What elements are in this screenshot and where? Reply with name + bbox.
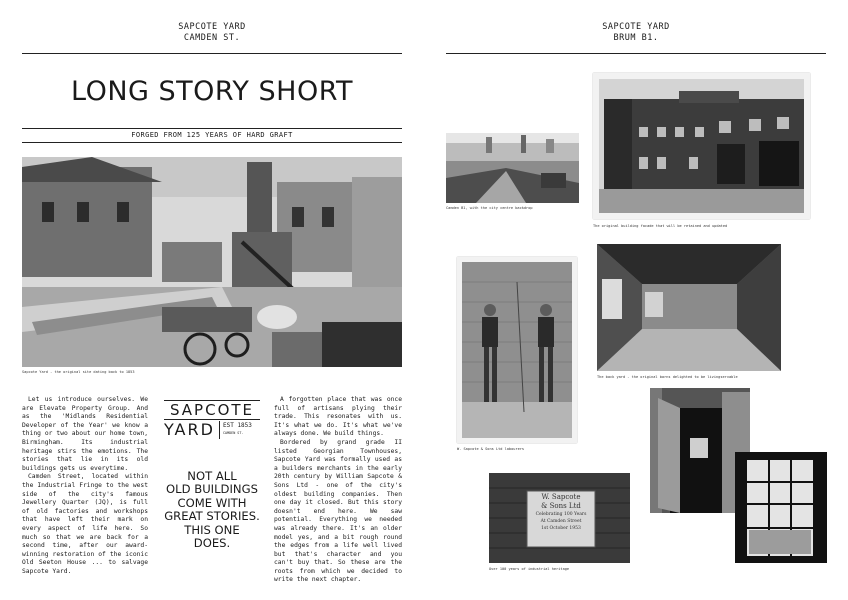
left-header: [22, 22, 402, 44]
col1-para-2: Camden Street, located within the Industrial Fringe to the west side of the city's famous Jewellery Quarter (JQ), is full of old factories and workshops that have left their mark on every aspect of life here. So much so that we are back for a second time, after our award-winning restoration of the iconic Old Seeton House ... to salvage Sapcote Yard.: [22, 473, 148, 575]
body-column-2: [274, 396, 402, 585]
col2-para-1: A forgotten place that was once full of artisans plying their trade. This resonates with us. It's what we do. It's what we've always done. We build things.: [274, 396, 402, 438]
page-title: LONG STORY SHORT: [70, 76, 353, 107]
interior-photo: [597, 244, 781, 371]
right-header: [446, 22, 826, 44]
left-header-rule: [22, 53, 402, 54]
col2-para-2: Bordered by grand grade II listed Georgian Townhouses, Sapcote Yard was formally used as a builders merchants in the early 20th century by William Sapcote & Sons Ltd - one of the city's oldest building companies. Then one day it closed. But this story doesn't end here. We saw potential. Everything we needed was already there. It's an older model yes, and a bit rough round the edges from a life well lived but that's character and you can't buy that. So these are the roots from which we decided to write the next chapter.: [274, 438, 402, 584]
logo-bottom: YARD: [164, 420, 215, 439]
workers-caption: W. Sapcote & Sons Ltd labourers: [457, 447, 525, 451]
workers-photo-frame: [457, 257, 577, 443]
plaque-line-5: 1st October 1953: [541, 526, 581, 531]
hero-caption: Sapcote Yard - the original site dating back to 1853: [22, 370, 135, 374]
tagline-line: OLD BUILDINGS: [166, 482, 258, 497]
col1-para-1: Let us introduce ourselves. We are Elevate Property Group. And as the 'Midlands Residential Developer of the Year' we know a thing or two about our home town, Birmingham. Its industrial heritage stirs the emotions. The stories that lie in its old buildings gets us everytime.: [22, 396, 148, 472]
plaque-line-3: Celebrating 100 Years: [535, 512, 587, 517]
logo-est-year: EST 1853: [223, 422, 252, 429]
right-header-rule: [446, 53, 826, 54]
window-photo: [735, 452, 827, 563]
tagline-line: GREAT STORIES.: [164, 509, 260, 524]
sapcote-yard-logo: [164, 400, 260, 442]
skyline-photo: [446, 133, 579, 203]
facade-caption: The original building facade that will be retained and updated: [593, 224, 728, 228]
left-header-line1: SAPCOTE YARD: [178, 22, 246, 32]
left-header-line2: CAMDEN ST.: [183, 33, 241, 43]
plaque-line-2: & Sons Ltd: [541, 502, 581, 510]
tagline-line: THIS ONE: [184, 522, 240, 537]
body-column-1: [22, 396, 148, 576]
skyline-caption: Camden B1, with the city centre backdrop: [446, 206, 533, 210]
tagline-line: DOES.: [193, 536, 231, 551]
interior-caption: The back yard - the original barns delighted to be livingservable: [597, 375, 738, 379]
facade-photo-frame: [593, 73, 810, 219]
plaque-line-1: W. Sapcote: [541, 493, 581, 501]
logo-place: CAMDEN ST.: [223, 431, 244, 435]
tagline-line: NOT ALL: [187, 469, 237, 483]
right-header-line1: SAPCOTE YARD: [602, 22, 670, 32]
facade-photo: [599, 79, 804, 213]
tagline-line: COME WITH: [177, 495, 247, 510]
page-subtitle: [22, 128, 402, 143]
tagline: [150, 470, 274, 550]
plaque-line-4: At Camden Street: [540, 519, 582, 524]
logo-est: [219, 421, 260, 439]
plaque-caption: Over 100 years of industrial heritage: [489, 567, 570, 571]
subtitle-text: FORGED FROM 125 YEARS OF HARD GRAFT: [131, 131, 293, 139]
hero-photo: [22, 157, 402, 367]
plaque-text: [527, 491, 595, 547]
workers-photo: [462, 262, 572, 438]
right-header-line2: BRUM B1.: [613, 33, 659, 43]
logo-top: SAPCOTE: [164, 400, 260, 420]
